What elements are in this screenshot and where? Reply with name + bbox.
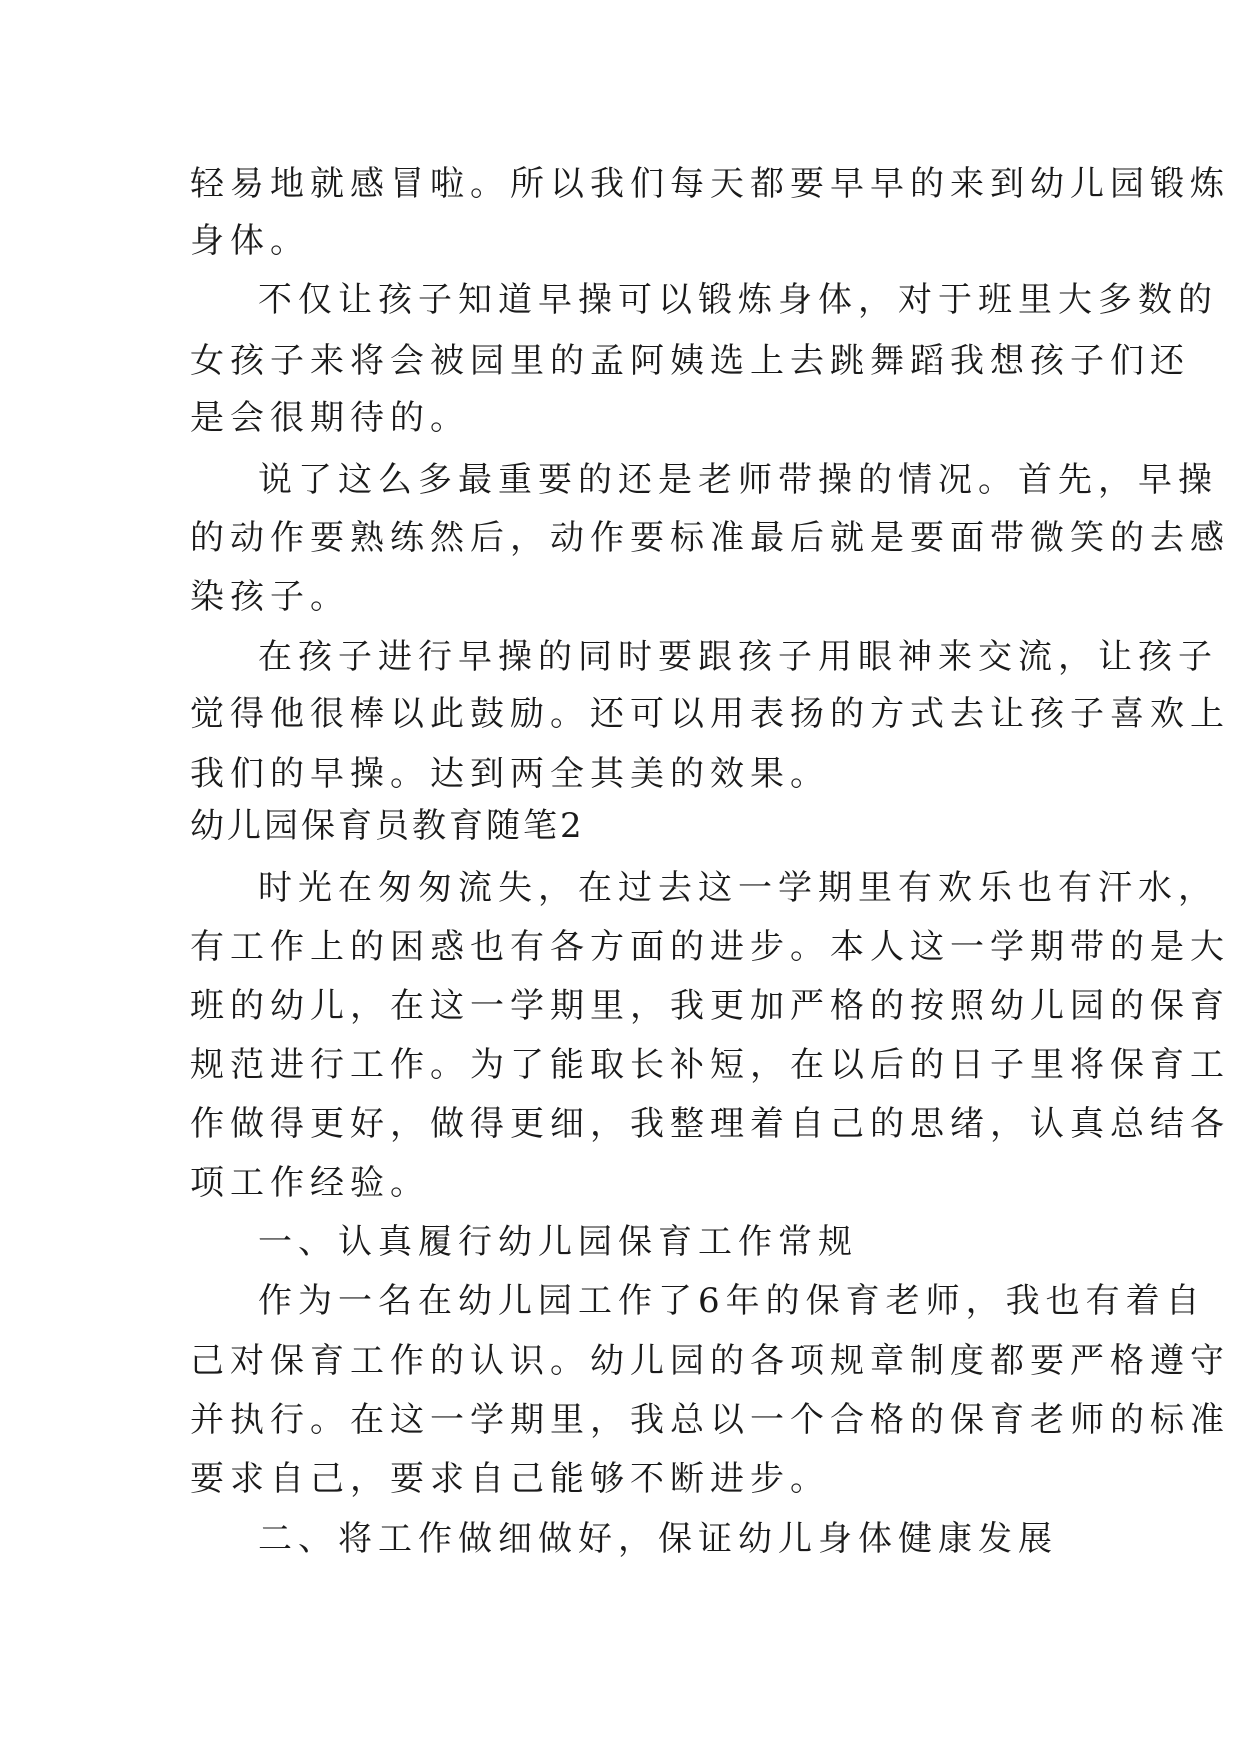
text-line: 女孩子来将会被园里的孟阿姨选上去跳舞蹈我想孩子们还 — [190, 341, 1190, 381]
text-line: 作做得更好，做得更细，我整理着自己的思绪，认真总结各 — [190, 1104, 1230, 1144]
text-line: 时光在匆匆流失，在过去这一学期里有欢乐也有汗水， — [258, 868, 1218, 908]
text-line: 觉得他很棒以此鼓励。还可以用表扬的方式去让孩子喜欢上 — [190, 694, 1230, 734]
text-line: 作为一名在幼儿园工作了6年的保育老师，我也有着自 — [258, 1281, 1206, 1321]
text-line: 项工作经验。 — [190, 1163, 430, 1203]
text-line: 己对保育工作的认识。幼儿园的各项规章制度都要严格遵守 — [190, 1341, 1230, 1381]
text-line: 班的幼儿，在这一学期里，我更加严格的按照幼儿园的保育 — [190, 986, 1230, 1026]
text-line: 说了这么多最重要的还是老师带操的情况。首先，早操 — [258, 460, 1218, 500]
text-line: 身体。 — [190, 221, 310, 261]
text-line: 的动作要熟练然后，动作要标准最后就是要面带微笑的去感 — [190, 518, 1230, 558]
text-line: 并执行。在这一学期里，我总以一个合格的保育老师的标准 — [190, 1400, 1230, 1440]
text-line: 要求自己，要求自己能够不断进步。 — [190, 1459, 830, 1499]
text-line: 不仅让孩子知道早操可以锻炼身体，对于班里大多数的 — [258, 280, 1218, 320]
text-line: 是会很期待的。 — [190, 398, 470, 438]
subsection-heading: 一、认真履行幼儿园保育工作常规 — [258, 1222, 858, 1262]
text-line: 有工作上的困惑也有各方面的进步。本人这一学期带的是大 — [190, 927, 1230, 967]
text-line: 在孩子进行早操的同时要跟孩子用眼神来交流，让孩子 — [258, 637, 1218, 677]
text-line: 我们的早操。达到两全其美的效果。 — [190, 754, 830, 794]
text-line: 轻易地就感冒啦。所以我们每天都要早早的来到幼儿园锻炼 — [190, 164, 1230, 204]
section-heading: 幼儿园保育员教育随笔2 — [190, 806, 585, 846]
text-line: 规范进行工作。为了能取长补短，在以后的日子里将保育工 — [190, 1045, 1230, 1085]
text-line: 染孩子。 — [190, 577, 350, 617]
subsection-heading: 二、将工作做细做好，保证幼儿身体健康发展 — [258, 1519, 1058, 1559]
